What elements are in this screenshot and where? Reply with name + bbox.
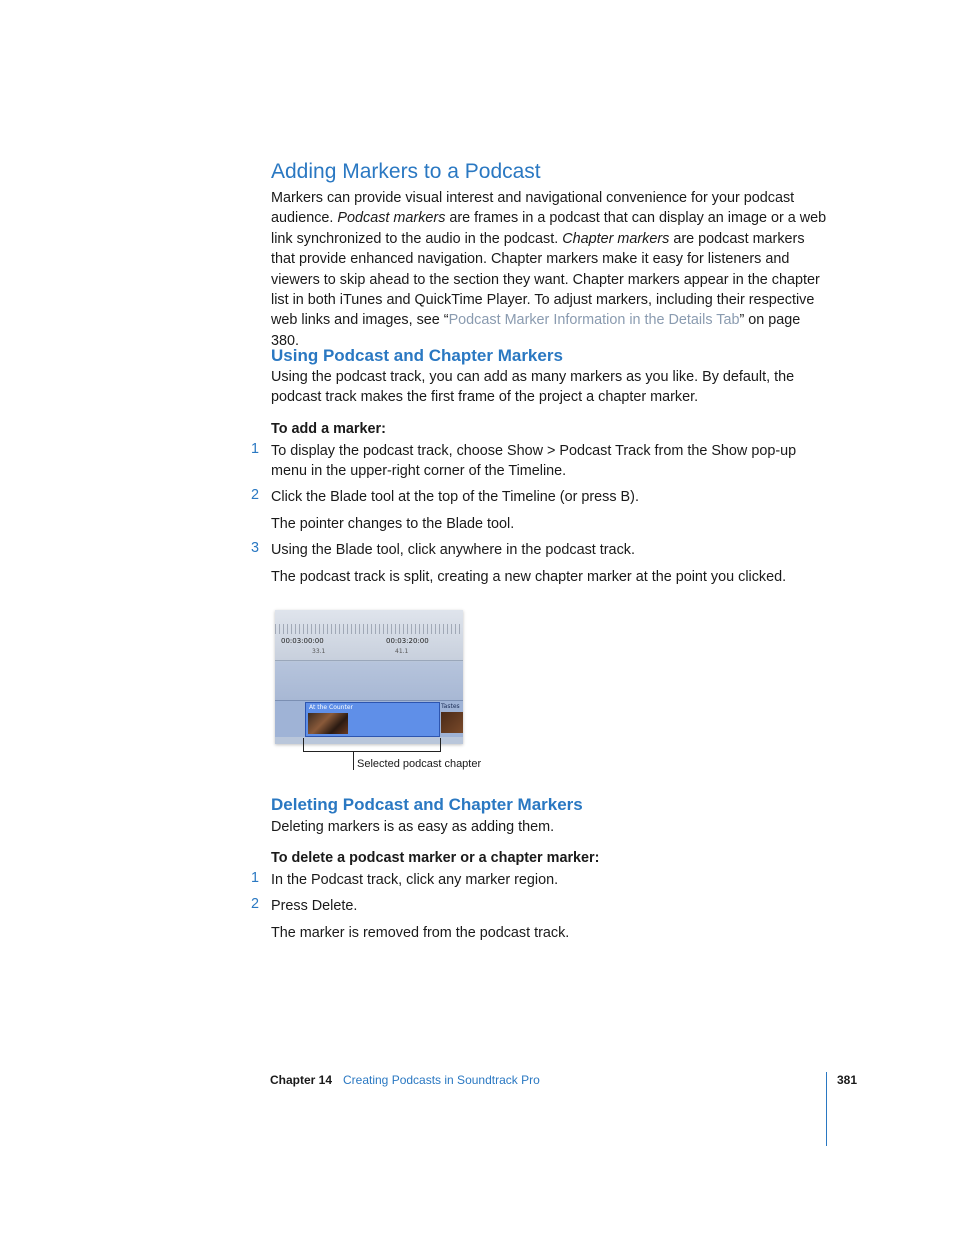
figure-callout: Selected podcast chapter bbox=[357, 758, 482, 770]
step-text: In the Podcast track, click any marker region. bbox=[271, 872, 559, 888]
intro-line-1: Markers can provide visual interest and navigational convenience for your podcast bbox=[271, 190, 795, 206]
next-chapter-region[interactable] bbox=[441, 702, 463, 735]
step-number: 1 bbox=[251, 870, 260, 886]
procedure-lead-add: To add a marker: bbox=[271, 421, 386, 437]
callout-bracket bbox=[303, 738, 441, 752]
step-result: The pointer changes to the Blade tool. bbox=[271, 516, 515, 532]
step-number: 2 bbox=[251, 896, 260, 912]
using-line-1: Using the podcast track, you can add as many markers as you like. By default, the bbox=[271, 369, 795, 385]
callout-line bbox=[353, 752, 354, 770]
next-chapter-title: Tastes bbox=[441, 703, 460, 710]
footer-chapter-title: Creating Podcasts in Soundtrack Pro bbox=[343, 1073, 540, 1087]
intro-line-3a: link synchronized to the audio in the podcast. bbox=[271, 230, 563, 247]
footer-chapter-label: Chapter 14 bbox=[270, 1073, 333, 1087]
step-text: Press Delete. bbox=[271, 898, 358, 914]
step-text: Click the Blade tool at the top of the Timeline (or press B). bbox=[271, 489, 639, 505]
selected-chapter-region[interactable] bbox=[305, 702, 440, 737]
timeline-screenshot bbox=[275, 610, 463, 744]
paragraph-using bbox=[271, 367, 831, 408]
intro-line-7b: ” on page 380. bbox=[271, 312, 801, 349]
section-title-adding-markers: Adding Markers to a Podcast bbox=[271, 160, 541, 183]
intro-line-6: list in both iTunes and QuickTime Player. To adjust markers, including their respective bbox=[271, 292, 815, 309]
ruler-ticks bbox=[275, 624, 463, 634]
chapter-title: At the Counter bbox=[309, 704, 353, 711]
chapter-thumbnail bbox=[308, 713, 348, 734]
intro-line-2c: are frames in a podcast that can display an image or a web bbox=[445, 210, 827, 227]
paragraph-intro bbox=[271, 188, 831, 351]
procedure-lead-delete: To delete a podcast marker or a chapter marker: bbox=[271, 850, 600, 866]
step-number: 2 bbox=[251, 487, 260, 503]
footer-divider bbox=[826, 1072, 827, 1146]
timecode-right: 00:03:20:00 bbox=[386, 637, 429, 645]
step-text: Using the Blade tool, click anywhere in the podcast track. bbox=[271, 542, 635, 558]
step-result: The podcast track is split, creating a new chapter marker at the point you clicked. bbox=[271, 569, 787, 585]
step-number: 3 bbox=[251, 540, 260, 556]
intro-line-2a: audience. bbox=[271, 210, 338, 227]
term-chapter-markers: Chapter markers bbox=[562, 230, 670, 247]
step-line: menu in the upper-right corner of the Timeline. bbox=[271, 463, 567, 480]
section-title-using-markers: Using Podcast and Chapter Markers bbox=[271, 346, 563, 365]
intro-line-4: that provide enhanced navigation. Chapter markers make it easy for listeners and bbox=[271, 251, 790, 268]
timeline-ruler bbox=[275, 610, 463, 661]
timeline-track-area bbox=[275, 662, 463, 700]
page-number: 381 bbox=[837, 1073, 858, 1087]
cross-reference-link[interactable]: Podcast Marker Information in the Details Tab bbox=[448, 312, 740, 329]
term-podcast-markers: Podcast markers bbox=[337, 210, 446, 227]
step-result: The marker is removed from the podcast track. bbox=[271, 925, 570, 941]
step-line: To display the podcast track, choose Show > Podcast Track from the Show pop-up bbox=[271, 443, 797, 459]
step-number: 1 bbox=[251, 441, 260, 457]
bar-number-right: 41.1 bbox=[395, 648, 409, 655]
intro-line-7a: web links and images, see “ bbox=[271, 312, 449, 329]
intro-line-3c: are podcast markers bbox=[669, 230, 805, 247]
bar-number-left: 33.1 bbox=[312, 648, 326, 655]
timecode-left: 00:03:00:00 bbox=[281, 637, 324, 645]
using-line-2: podcast track makes the first frame of the project a chapter marker. bbox=[271, 389, 699, 406]
next-chapter-thumbnail bbox=[441, 712, 463, 733]
intro-line-5: viewers to skip ahead to the section they want. Chapter markers appear in the chapter bbox=[271, 271, 820, 288]
paragraph-deleting: Deleting markers is as easy as adding them. bbox=[271, 819, 555, 835]
section-title-deleting-markers: Deleting Podcast and Chapter Markers bbox=[271, 795, 583, 814]
step-text bbox=[271, 441, 831, 482]
